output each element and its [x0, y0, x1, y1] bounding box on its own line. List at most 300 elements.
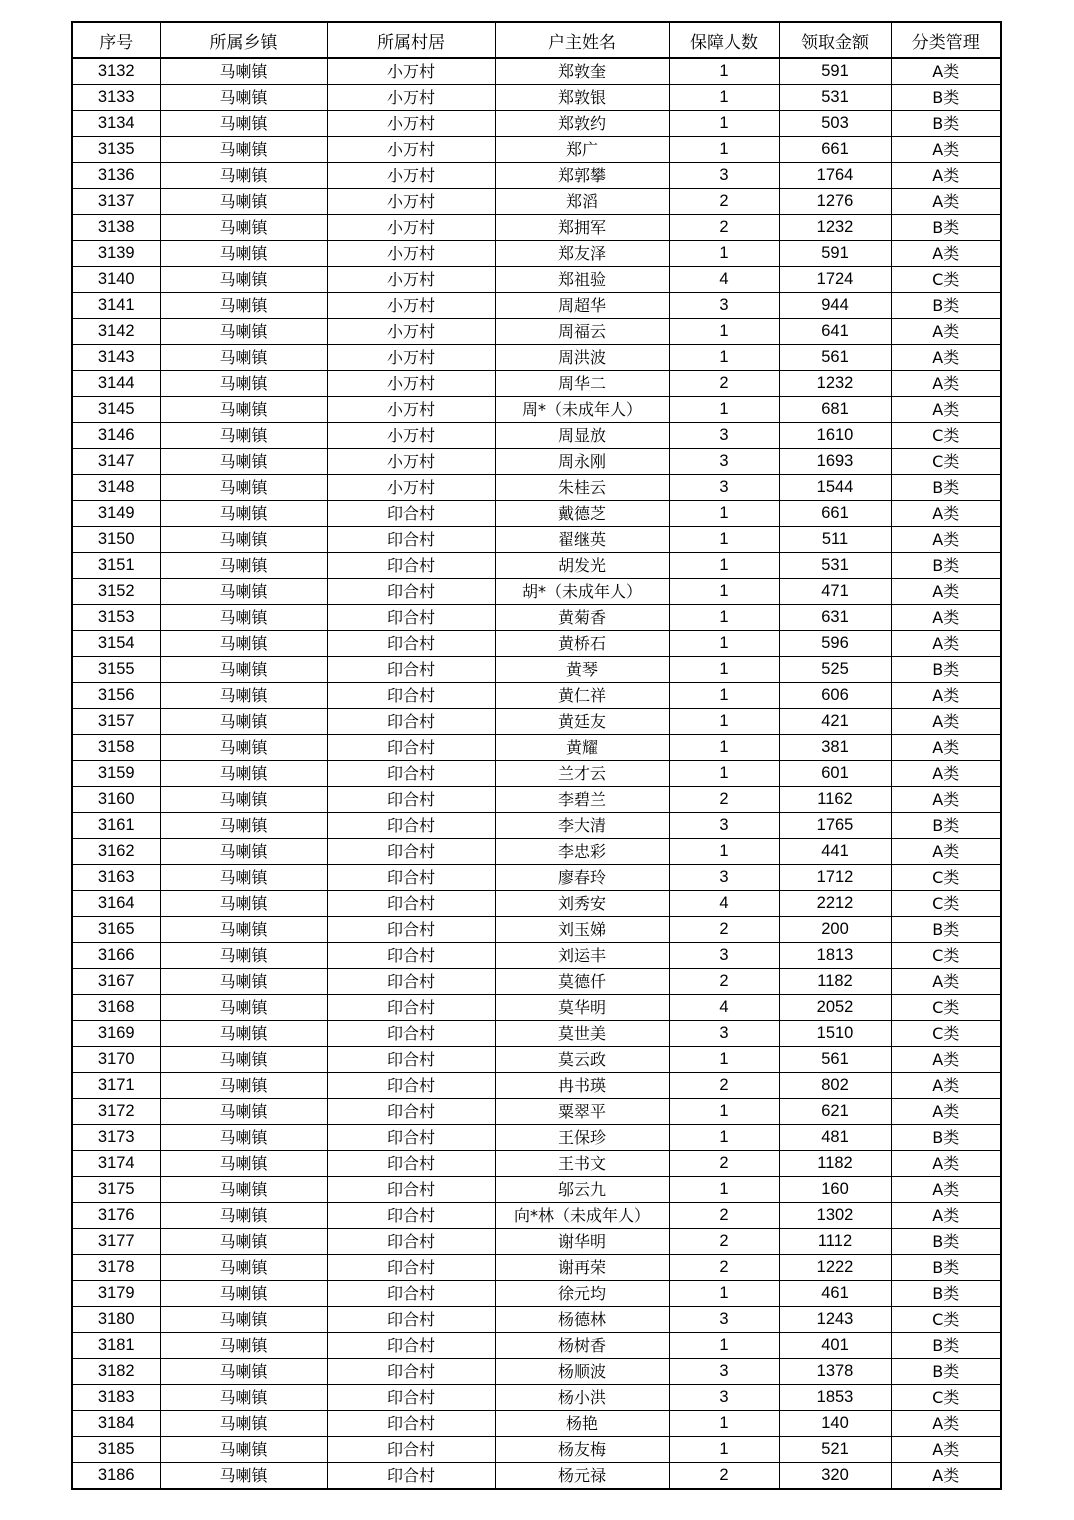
category-cell: A类 [891, 761, 1001, 787]
township-cell: 马喇镇 [160, 1073, 327, 1099]
covered-persons-cell: 3 [669, 1307, 779, 1333]
township-cell: 马喇镇 [160, 995, 327, 1021]
amount-cell: 631 [779, 605, 891, 631]
serial-number-cell: 3134 [72, 111, 160, 137]
amount-cell: 1813 [779, 943, 891, 969]
amount-cell: 1232 [779, 215, 891, 241]
householder-name-cell: 郑郭攀 [495, 163, 669, 189]
serial-number-cell: 3147 [72, 449, 160, 475]
table-row [72, 839, 1001, 865]
category-cell: A类 [891, 605, 1001, 631]
householder-name-cell: 周显放 [495, 423, 669, 449]
village-cell: 小万村 [327, 397, 495, 423]
amount-cell: 561 [779, 1047, 891, 1073]
serial-number-cell: 3159 [72, 761, 160, 787]
covered-persons-cell: 1 [669, 85, 779, 111]
amount-cell: 591 [779, 241, 891, 267]
village-cell: 印合村 [327, 839, 495, 865]
category-cell: A类 [891, 1437, 1001, 1463]
category-cell: B类 [891, 553, 1001, 579]
table-row [72, 1151, 1001, 1177]
category-cell: A类 [891, 631, 1001, 657]
category-cell: A类 [891, 1411, 1001, 1437]
village-cell: 印合村 [327, 1151, 495, 1177]
category-cell: C类 [891, 423, 1001, 449]
amount-cell: 461 [779, 1281, 891, 1307]
amount-cell: 1232 [779, 371, 891, 397]
amount-cell: 1302 [779, 1203, 891, 1229]
householder-name-cell: 冉书瑛 [495, 1073, 669, 1099]
village-cell: 印合村 [327, 1385, 495, 1411]
householder-name-cell: 周华二 [495, 371, 669, 397]
amount-cell: 661 [779, 137, 891, 163]
township-cell: 马喇镇 [160, 137, 327, 163]
serial-number-cell: 3156 [72, 683, 160, 709]
village-cell: 印合村 [327, 1125, 495, 1151]
amount-cell: 606 [779, 683, 891, 709]
covered-persons-cell: 3 [669, 293, 779, 319]
township-cell: 马喇镇 [160, 345, 327, 371]
covered-persons-cell: 1 [669, 1099, 779, 1125]
serial-number-cell: 3136 [72, 163, 160, 189]
serial-number-cell: 3181 [72, 1333, 160, 1359]
table-row [72, 1125, 1001, 1151]
householder-name-cell: 莫华明 [495, 995, 669, 1021]
village-cell: 小万村 [327, 345, 495, 371]
table-row [72, 345, 1001, 371]
householder-name-cell: 戴德芝 [495, 501, 669, 527]
township-cell: 马喇镇 [160, 761, 327, 787]
covered-persons-cell: 3 [669, 813, 779, 839]
table-row [72, 1203, 1001, 1229]
township-cell: 马喇镇 [160, 917, 327, 943]
serial-number-cell: 3165 [72, 917, 160, 943]
township-cell: 马喇镇 [160, 1047, 327, 1073]
householder-name-cell: 杨友梅 [495, 1437, 669, 1463]
table-row [72, 111, 1001, 137]
category-cell: C类 [891, 1021, 1001, 1047]
amount-cell: 1610 [779, 423, 891, 449]
serial-number-cell: 3169 [72, 1021, 160, 1047]
township-cell: 马喇镇 [160, 865, 327, 891]
amount-cell: 441 [779, 839, 891, 865]
township-cell: 马喇镇 [160, 215, 327, 241]
township-cell: 马喇镇 [160, 58, 327, 85]
serial-number-cell: 3180 [72, 1307, 160, 1333]
covered-persons-cell: 2 [669, 1151, 779, 1177]
householder-name-cell: 黄廷友 [495, 709, 669, 735]
township-cell: 马喇镇 [160, 839, 327, 865]
table-row [72, 371, 1001, 397]
serial-number-cell: 3155 [72, 657, 160, 683]
table-row [72, 1385, 1001, 1411]
table-row [72, 657, 1001, 683]
serial-number-cell: 3143 [72, 345, 160, 371]
category-cell: B类 [891, 111, 1001, 137]
category-cell: C类 [891, 943, 1001, 969]
covered-persons-cell: 4 [669, 891, 779, 917]
category-cell: B类 [891, 657, 1001, 683]
householder-name-cell: 莫世美 [495, 1021, 669, 1047]
covered-persons-cell: 1 [669, 397, 779, 423]
township-cell: 马喇镇 [160, 501, 327, 527]
township-cell: 马喇镇 [160, 475, 327, 501]
village-cell: 印合村 [327, 813, 495, 839]
category-cell: A类 [891, 345, 1001, 371]
amount-cell: 661 [779, 501, 891, 527]
table-row [72, 1359, 1001, 1385]
category-cell: A类 [891, 58, 1001, 85]
township-cell: 马喇镇 [160, 111, 327, 137]
serial-number-cell: 3154 [72, 631, 160, 657]
category-cell: B类 [891, 813, 1001, 839]
township-cell: 马喇镇 [160, 709, 327, 735]
category-cell: A类 [891, 735, 1001, 761]
village-cell: 小万村 [327, 85, 495, 111]
header-township: 所属乡镇 [160, 22, 327, 58]
village-cell: 印合村 [327, 1021, 495, 1047]
amount-cell: 596 [779, 631, 891, 657]
village-cell: 小万村 [327, 163, 495, 189]
covered-persons-cell: 1 [669, 1437, 779, 1463]
amount-cell: 421 [779, 709, 891, 735]
village-cell: 印合村 [327, 1047, 495, 1073]
covered-persons-cell: 1 [669, 735, 779, 761]
village-cell: 小万村 [327, 293, 495, 319]
covered-persons-cell: 1 [669, 137, 779, 163]
township-cell: 马喇镇 [160, 1333, 327, 1359]
householder-name-cell: 郑广 [495, 137, 669, 163]
householder-name-cell: 杨顺波 [495, 1359, 669, 1385]
village-cell: 小万村 [327, 241, 495, 267]
table-row [72, 969, 1001, 995]
covered-persons-cell: 3 [669, 163, 779, 189]
village-cell: 印合村 [327, 1307, 495, 1333]
serial-number-cell: 3148 [72, 475, 160, 501]
covered-persons-cell: 1 [669, 579, 779, 605]
village-cell: 印合村 [327, 1437, 495, 1463]
township-cell: 马喇镇 [160, 1099, 327, 1125]
covered-persons-cell: 1 [669, 553, 779, 579]
amount-cell: 681 [779, 397, 891, 423]
table-row [72, 137, 1001, 163]
township-cell: 马喇镇 [160, 787, 327, 813]
village-cell: 印合村 [327, 683, 495, 709]
householder-name-cell: 胡发光 [495, 553, 669, 579]
table-row [72, 267, 1001, 293]
village-cell: 小万村 [327, 371, 495, 397]
category-cell: B类 [891, 1125, 1001, 1151]
township-cell: 马喇镇 [160, 267, 327, 293]
table-header [72, 22, 1001, 58]
covered-persons-cell: 3 [669, 423, 779, 449]
householder-name-cell: 刘运丰 [495, 943, 669, 969]
category-cell: A类 [891, 579, 1001, 605]
serial-number-cell: 3144 [72, 371, 160, 397]
village-cell: 印合村 [327, 657, 495, 683]
covered-persons-cell: 3 [669, 943, 779, 969]
township-cell: 马喇镇 [160, 1229, 327, 1255]
serial-number-cell: 3164 [72, 891, 160, 917]
header-row [72, 22, 1001, 58]
table-row [72, 995, 1001, 1021]
table-row [72, 501, 1001, 527]
township-cell: 马喇镇 [160, 1021, 327, 1047]
township-cell: 马喇镇 [160, 1125, 327, 1151]
serial-number-cell: 3153 [72, 605, 160, 631]
category-cell: C类 [891, 865, 1001, 891]
householder-name-cell: 徐元均 [495, 1281, 669, 1307]
category-cell: A类 [891, 527, 1001, 553]
amount-cell: 1182 [779, 969, 891, 995]
village-cell: 印合村 [327, 579, 495, 605]
householder-name-cell: 黄琴 [495, 657, 669, 683]
amount-cell: 503 [779, 111, 891, 137]
village-cell: 印合村 [327, 501, 495, 527]
amount-cell: 1112 [779, 1229, 891, 1255]
table-row [72, 215, 1001, 241]
township-cell: 马喇镇 [160, 1177, 327, 1203]
covered-persons-cell: 3 [669, 1385, 779, 1411]
village-cell: 印合村 [327, 1411, 495, 1437]
householder-name-cell: 莫云政 [495, 1047, 669, 1073]
serial-number-cell: 3150 [72, 527, 160, 553]
village-cell: 印合村 [327, 943, 495, 969]
amount-cell: 561 [779, 345, 891, 371]
covered-persons-cell: 1 [669, 839, 779, 865]
householder-name-cell: 黄菊香 [495, 605, 669, 631]
covered-persons-cell: 1 [669, 1333, 779, 1359]
table-body [72, 58, 1001, 1489]
township-cell: 马喇镇 [160, 1463, 327, 1490]
table-row [72, 241, 1001, 267]
township-cell: 马喇镇 [160, 527, 327, 553]
table-row [72, 449, 1001, 475]
table-row [72, 423, 1001, 449]
category-cell: C类 [891, 995, 1001, 1021]
serial-number-cell: 3158 [72, 735, 160, 761]
serial-number-cell: 3176 [72, 1203, 160, 1229]
village-cell: 小万村 [327, 111, 495, 137]
village-cell: 印合村 [327, 1255, 495, 1281]
category-cell: C类 [891, 1307, 1001, 1333]
amount-cell: 320 [779, 1463, 891, 1490]
serial-number-cell: 3170 [72, 1047, 160, 1073]
table-row [72, 1411, 1001, 1437]
householder-name-cell: 谢再荣 [495, 1255, 669, 1281]
township-cell: 马喇镇 [160, 1385, 327, 1411]
covered-persons-cell: 2 [669, 1463, 779, 1490]
householder-name-cell: 王保珍 [495, 1125, 669, 1151]
covered-persons-cell: 1 [669, 527, 779, 553]
covered-persons-cell: 1 [669, 1411, 779, 1437]
township-cell: 马喇镇 [160, 1255, 327, 1281]
table-row [72, 579, 1001, 605]
township-cell: 马喇镇 [160, 969, 327, 995]
category-cell: A类 [891, 709, 1001, 735]
category-cell: C类 [891, 267, 1001, 293]
serial-number-cell: 3151 [72, 553, 160, 579]
serial-number-cell: 3179 [72, 1281, 160, 1307]
category-cell: A类 [891, 1463, 1001, 1490]
householder-name-cell: 李忠彩 [495, 839, 669, 865]
category-cell: A类 [891, 787, 1001, 813]
amount-cell: 531 [779, 85, 891, 111]
category-cell: B类 [891, 1281, 1001, 1307]
householder-name-cell: 周超华 [495, 293, 669, 319]
covered-persons-cell: 1 [669, 501, 779, 527]
householder-name-cell: 郑拥军 [495, 215, 669, 241]
table-row [72, 1307, 1001, 1333]
township-cell: 马喇镇 [160, 683, 327, 709]
village-cell: 印合村 [327, 735, 495, 761]
table-row [72, 1437, 1001, 1463]
village-cell: 小万村 [327, 475, 495, 501]
covered-persons-cell: 1 [669, 1177, 779, 1203]
category-cell: C类 [891, 1385, 1001, 1411]
covered-persons-cell: 2 [669, 1073, 779, 1099]
village-cell: 小万村 [327, 215, 495, 241]
amount-cell: 521 [779, 1437, 891, 1463]
amount-cell: 1693 [779, 449, 891, 475]
township-cell: 马喇镇 [160, 1437, 327, 1463]
covered-persons-cell: 3 [669, 475, 779, 501]
township-cell: 马喇镇 [160, 579, 327, 605]
householder-name-cell: 刘秀安 [495, 891, 669, 917]
table-row [72, 787, 1001, 813]
township-cell: 马喇镇 [160, 657, 327, 683]
category-cell: A类 [891, 1073, 1001, 1099]
village-cell: 印合村 [327, 761, 495, 787]
serial-number-cell: 3185 [72, 1437, 160, 1463]
householder-name-cell: 杨树香 [495, 1333, 669, 1359]
householder-name-cell: 杨德林 [495, 1307, 669, 1333]
amount-cell: 802 [779, 1073, 891, 1099]
covered-persons-cell: 1 [669, 1281, 779, 1307]
village-cell: 印合村 [327, 1177, 495, 1203]
amount-cell: 944 [779, 293, 891, 319]
serial-number-cell: 3182 [72, 1359, 160, 1385]
amount-cell: 140 [779, 1411, 891, 1437]
table-row [72, 891, 1001, 917]
covered-persons-cell: 4 [669, 267, 779, 293]
householder-name-cell: 黄仁祥 [495, 683, 669, 709]
category-cell: B类 [891, 1229, 1001, 1255]
table-row [72, 527, 1001, 553]
township-cell: 马喇镇 [160, 943, 327, 969]
table-row [72, 1021, 1001, 1047]
table-row [72, 1463, 1001, 1490]
village-cell: 印合村 [327, 1359, 495, 1385]
beneficiary-table [71, 21, 1002, 1490]
township-cell: 马喇镇 [160, 423, 327, 449]
covered-persons-cell: 1 [669, 631, 779, 657]
householder-name-cell: 向*林（未成年人） [495, 1203, 669, 1229]
table-row [72, 293, 1001, 319]
amount-cell: 1510 [779, 1021, 891, 1047]
village-cell: 小万村 [327, 137, 495, 163]
village-cell: 小万村 [327, 319, 495, 345]
covered-persons-cell: 1 [669, 657, 779, 683]
village-cell: 印合村 [327, 787, 495, 813]
category-cell: A类 [891, 1203, 1001, 1229]
amount-cell: 1724 [779, 267, 891, 293]
householder-name-cell: 刘玉娣 [495, 917, 669, 943]
table-row [72, 865, 1001, 891]
category-cell: A类 [891, 1047, 1001, 1073]
serial-number-cell: 3152 [72, 579, 160, 605]
table-row [72, 1255, 1001, 1281]
serial-number-cell: 3141 [72, 293, 160, 319]
category-cell: B类 [891, 215, 1001, 241]
table-row [72, 1099, 1001, 1125]
village-cell: 印合村 [327, 1333, 495, 1359]
serial-number-cell: 3162 [72, 839, 160, 865]
householder-name-cell: 周*（未成年人） [495, 397, 669, 423]
table-row [72, 1229, 1001, 1255]
amount-cell: 1544 [779, 475, 891, 501]
householder-name-cell: 郑敦银 [495, 85, 669, 111]
covered-persons-cell: 1 [669, 58, 779, 85]
serial-number-cell: 3139 [72, 241, 160, 267]
village-cell: 印合村 [327, 917, 495, 943]
householder-name-cell: 谢华明 [495, 1229, 669, 1255]
serial-number-cell: 3157 [72, 709, 160, 735]
table-row [72, 163, 1001, 189]
township-cell: 马喇镇 [160, 371, 327, 397]
serial-number-cell: 3167 [72, 969, 160, 995]
village-cell: 印合村 [327, 631, 495, 657]
village-cell: 印合村 [327, 1229, 495, 1255]
amount-cell: 1243 [779, 1307, 891, 1333]
householder-name-cell: 杨小洪 [495, 1385, 669, 1411]
covered-persons-cell: 1 [669, 319, 779, 345]
amount-cell: 1222 [779, 1255, 891, 1281]
category-cell: A类 [891, 683, 1001, 709]
serial-number-cell: 3183 [72, 1385, 160, 1411]
serial-number-cell: 3142 [72, 319, 160, 345]
householder-name-cell: 朱桂云 [495, 475, 669, 501]
township-cell: 马喇镇 [160, 553, 327, 579]
category-cell: B类 [891, 293, 1001, 319]
category-cell: A类 [891, 397, 1001, 423]
table-row [72, 709, 1001, 735]
covered-persons-cell: 1 [669, 345, 779, 371]
householder-name-cell: 廖春玲 [495, 865, 669, 891]
serial-number-cell: 3172 [72, 1099, 160, 1125]
table-row [72, 1281, 1001, 1307]
township-cell: 马喇镇 [160, 1203, 327, 1229]
householder-name-cell: 周福云 [495, 319, 669, 345]
householder-name-cell: 杨艳 [495, 1411, 669, 1437]
village-cell: 印合村 [327, 1281, 495, 1307]
covered-persons-cell: 1 [669, 111, 779, 137]
table-row [72, 1047, 1001, 1073]
amount-cell: 601 [779, 761, 891, 787]
village-cell: 印合村 [327, 527, 495, 553]
village-cell: 印合村 [327, 995, 495, 1021]
amount-cell: 1712 [779, 865, 891, 891]
covered-persons-cell: 1 [669, 1125, 779, 1151]
covered-persons-cell: 3 [669, 1359, 779, 1385]
covered-persons-cell: 2 [669, 917, 779, 943]
householder-name-cell: 周永刚 [495, 449, 669, 475]
township-cell: 马喇镇 [160, 813, 327, 839]
covered-persons-cell: 1 [669, 683, 779, 709]
village-cell: 印合村 [327, 865, 495, 891]
serial-number-cell: 3161 [72, 813, 160, 839]
category-cell: B类 [891, 917, 1001, 943]
